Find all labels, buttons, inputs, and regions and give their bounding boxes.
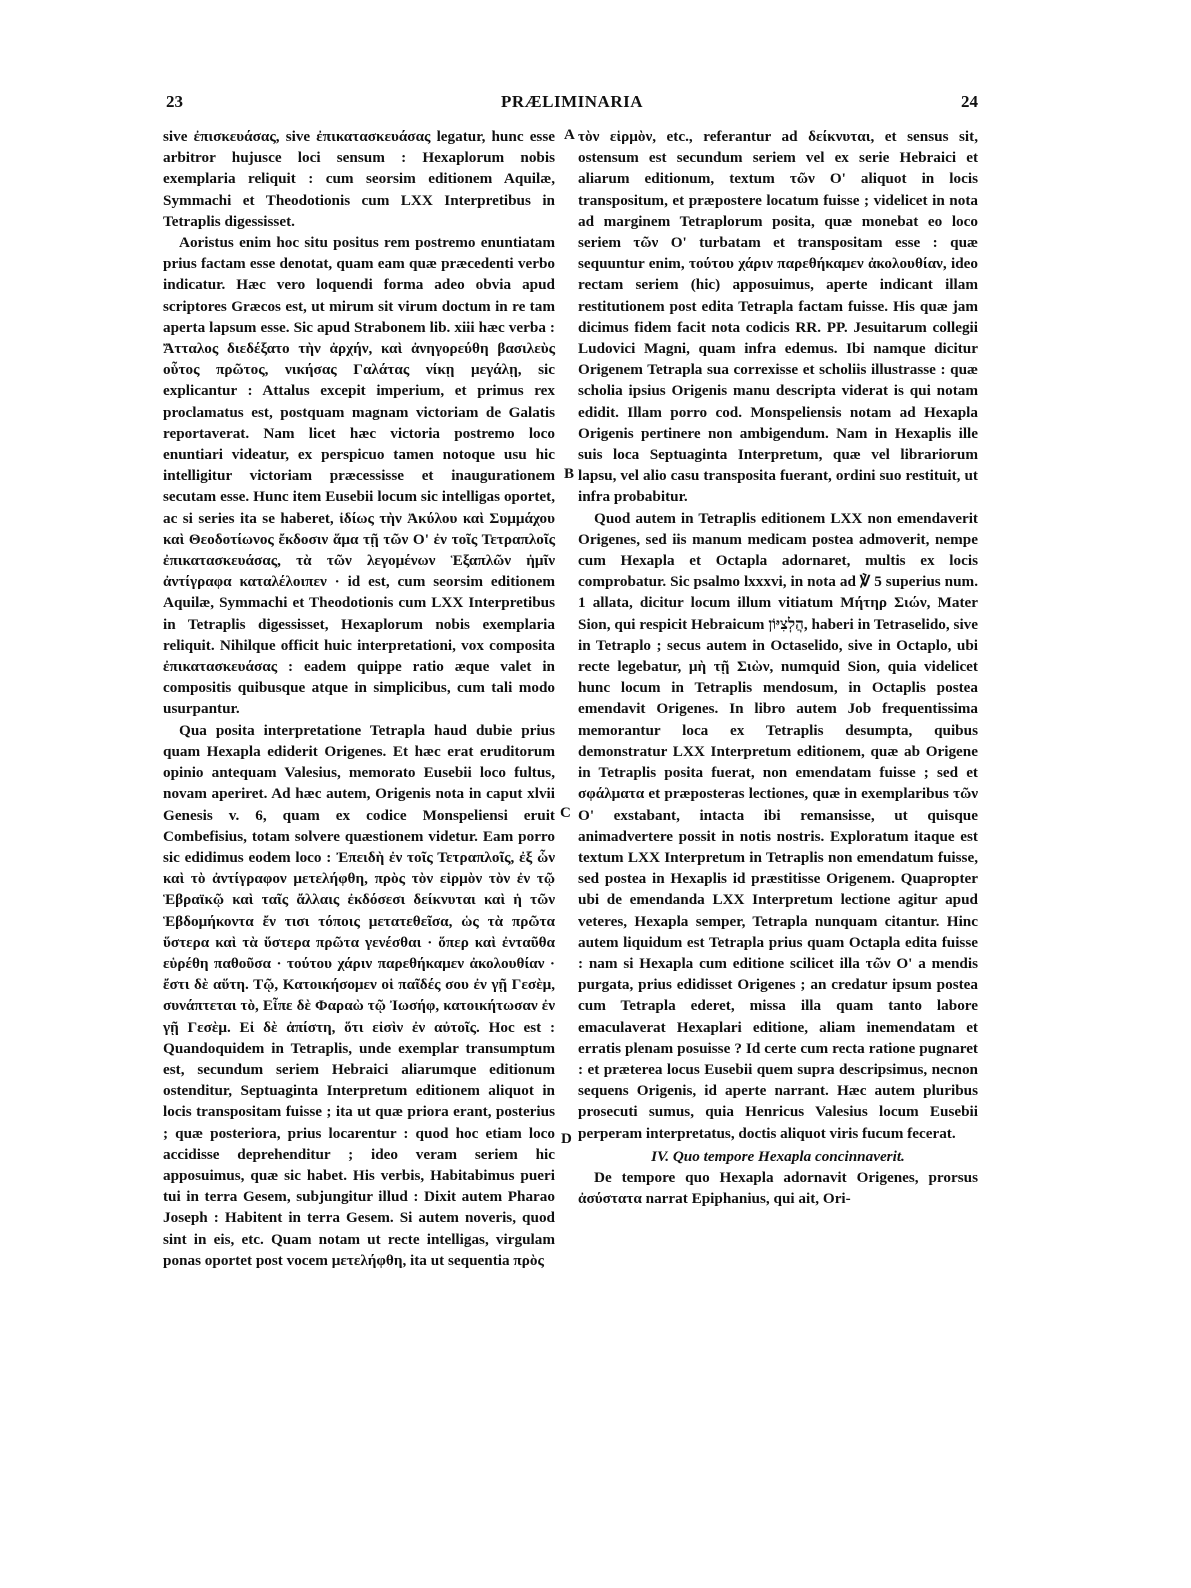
margin-letter-d: D [561,1131,572,1147]
paragraph: Qua posita interpretatione Tetrapla haud dubie prius quam Hexapla ediderit Origenes. Et hæc erat eruditorum opinio antequam Valesius, memorato Eusebii loco fultus, novam aperiret. Ad hæc autem, Origenis nota in caput xlvii Genesis v. 6, quam ex codice Monspeliensi eruit Combefisius, totam solvere quæstionem videtur. Eam porro sic edidimus eodem loco : Ἐπειδὴ ἐν τοῖς Τετραπλοῖς, ἐξ ὧν καὶ τὸ ἀντίγραφον μετελήφθη, πρὸς τὸν εἱρμὸν τὸν ἐν τῷ Ἑβραϊκῷ καὶ ταῖς ἄλλαις ἐκδόσεσι δείκνυται καὶ ἡ τῶν Ἑβδομήκοντα ἔν τισι τόποις μετατεθεῖσα, ὡς τὰ πρῶτα ὕστερα καὶ τὰ ὕστερα πρῶτα γενέσθαι · ὅπερ καὶ ἐνταῦθα εὑρέθη παθοῦσα · τούτου χάριν παρεθήκαμεν ἀκολουθίαν · ἔστι δὲ αὕτη. Τῷ, Κατοικήσομεν οἱ παῖδές σου ἐν γῇ Γεσὲμ, συνάπτεται τὸ, Εἶπε δὲ Φαραὼ τῷ Ἰωσήφ, κατοικήτωσαν ἐν γῇ Γεσὲμ. Εἰ δὲ ἀπίστη, ὅτι εἰσὶν ἐν αὐτοῖς. Hoc est : Quandoquidem in Tetraplis, unde exemplar transumptum est, secundum seriem Hebraici aliarumque editionum ostenditur, Septuaginta Interpretum editionem aliquot in locis transpositam fuisse ; ita ut quæ priora erant, posterius ; quæ posteriora, prius locarentur : quod hoc etiam loco accidisse deprehenditur ; ideo veram seriem hic apposuimus, quæ sic habet. His verbis, Habitabimus pueri tui in terra Gesem, subjungitur illud : Dixit autem Pharao Joseph : Habitent in terra Gesem. Si autem noveris, quod sint in eis, etc. Quam notam ut recte intelligas, virgulam ponas oportet post vocem μετελήφθη, ita ut sequentia πρὸς [163,721,555,1269]
paragraph: τὸν εἱρμὸν, etc., referantur ad δείκνυται, et sensus sit, ostensum est secundum seriem vel ex serie Hebraici et aliarum editionum, textum τῶν Ο' aliquot in locis transpositum, et præpostere locatum fuisse ; videlicet in nota ad marginem Tetraplorum posita, quæ monebat eo loco seriem τῶν Ο' turbatam et transpositam esse : quæ sequuntur enim, τούτου χάριν παρεθήκαμεν ἀκολουθίαν, ideo rectam seriem (hic) apposuimus, aperte indicant illam restitutionem post edita Tetrapla factam fuisse. His quæ jam dicimus fidem facit nota codicis RR. PP. Jesuitarum collegii Ludovici Magni, quam infra edemus. Ibi namque dicitur Origenem Tetrapla sua correxisse et scholiis illustrasse : quæ scholia ipsius Origenis manu descripta viderat is qui notam edidit. Illam porro cod. Monspeliensis notam ad Hexapla Origenis pertinere non ambigendum. Nam in Hexaplis ille suis loca Septuaginta Interpretum, quæ vel librariorum lapsu, vel alio casu transposita fuerant, ordini suo restituit, ut infra probabitur. [578,128,978,506]
left-column [163,126,555,1271]
paragraph: Aoristus enim hoc situ positus rem postremo enuntiatam prius factam esse denotat, quam eam quæ præcedenti verbo indicatur. Hæc vero loquendi forma adeo obvia apud scriptores Græcos est, ut mirum sit virum doctum in re tam aperta lapsum esse. Sic apud Strabonem lib. xiii hæc verba : Ἄτταλος διεδέξατο τὴν ἀρχήν, καὶ ἀνηγορεύθη βασιλεὺς οὗτος πρῶτος, νικήσας Γαλάτας νίκῃ μεγάλῃ, sic explicantur : Attalus excepit imperium, et primus rex proclamatus est, postquam magnam victoriam de Galatis reportaverat. Nam licet hæc victoria postremo loco enuntiari videatur, ex perspicuo tamen notoque usu hic intelligitur victoriam præcessisse et inaugurationem secutam esse. Hunc item Eusebii locum sic intelligas oportet, ac si series ita se haberet, ἰδίως τὴν Ἀκύλου καὶ Συμμάχου καὶ Θεοδοτίωνος ἔκδοσιν ἅμα τῇ τῶν Ο' ἐν τοῖς Τετραπλοῖς ἐπικατασκευάσας, τὰ τῶν λεγομένων Ἑξαπλῶν ἡμῖν ἀντίγραφα καταλέλοιπεν · id est, cum seorsim editionem Aquilæ, Symmachi et Theodotionis cum LXX Interpretibus in Tetraplis digessisset, Hexaplorum nobis exemplaria reliquit. Nihilque officit huic interpretationi, vox composita ἐπικατασκευάσας : eadem quippe ratio æque valet in compositis quibusque atque in simplicibus, cum tali modo usurpantur. [163,234,555,718]
running-header [166,92,978,114]
paragraph: Quod autem in Tetraplis editionem LXX non emendaverit Origenes, sed iis manum medicam postea admoverit, nempe cum Hexapla et Octapla adornaret, multis ex locis comprobatur. Sic psalmo lxxxvi, in nota ad ℣ 5 superius num. 1 allata, dicitur locum illum vitiatum Μήτηρ Σιών, Mater Sion, qui respicit Hebraicum הֲלְצִיּוֹן, haberi in Tetraselido, sive in Tetraplo ; secus autem in Octaselido, sive in Octaplo, ubi recte legebatur, μὴ τῇ Σιὼν, numquid Sion, quia videlicet hunc locum in Tetraplis mendosum, in Octaplis postea emendavit Origenes. In libro autem Job frequentissima memorantur loca ex Tetraplis desumpta, quibus demonstratur LXX Interpretum editionem, quæ ab Origene in Tetraplis posita fuerat, non emendatam fuisse ; sed et σφάλματα et præposteras lectiones, quæ in exemplaribus τῶν Ο' exstabant, intacta ibi remansisse, ut quisque animadvertere possit in notis nostris. Exploratum itaque est textum LXX Interpretum in Tetraplis non emendatum fuisse, sed postea in Hexaplis id præstitisse Origenem. Quapropter ubi de emendanda LXX Interpretum lectione agitur apud veteres, Hexapla semper, Tetrapla nunquam citantur. Hinc autem liquidum est Tetrapla prius quam Octapla edita fuisse : nam si Hexapla cum editione scilicet illa τῶν Ο' a mendis purgata, prius edidisset Origenes ; an credatur ipsum postea cum Tetrapla ederet, missa illa quam tanto labore emaculaverat Hexaplari editione, aliam inemendatam et erratis plenam posuisse ? Id certe cum recta ratione pugnaret : et præterea locus Eusebii quem supra descripsimus, necnon sequens Origenis, id aperte narrant. Hæc autem pluribus prosecuti sumus, quia Henricus Valesius locum Eusebii perperam interpretatus, doctis aliquot viris fucum fecerat. [578,509,978,1142]
right-column [578,126,978,1209]
page-number-left: 23 [166,92,183,111]
margin-letter-c: C [560,805,571,821]
paragraph: De tempore quo Hexapla adornavit Origenes, prorsus ἀσύστατα narrat Epiphanius, qui ait, Ori- [578,1168,978,1208]
running-title: PRÆLIMINARIA [501,92,643,111]
paragraph: sive ἐπισκευάσας, sive ἐπικατασκευάσας legatur, hunc esse arbitror hujusce loci sensum : Hexaplorum nobis exemplaria reliquit : cum seorsim editionem Aquilæ, Symmachi et Theodotionis cum LXX Interpretibus in Tetraplis digessisset. [163,128,555,230]
section-heading: IV. Quo tempore Hexapla concinnaverit. [651,1147,905,1165]
margin-letter-a: A [564,127,575,143]
page-number-right: 24 [961,92,978,111]
margin-letter-b: B [564,466,575,482]
